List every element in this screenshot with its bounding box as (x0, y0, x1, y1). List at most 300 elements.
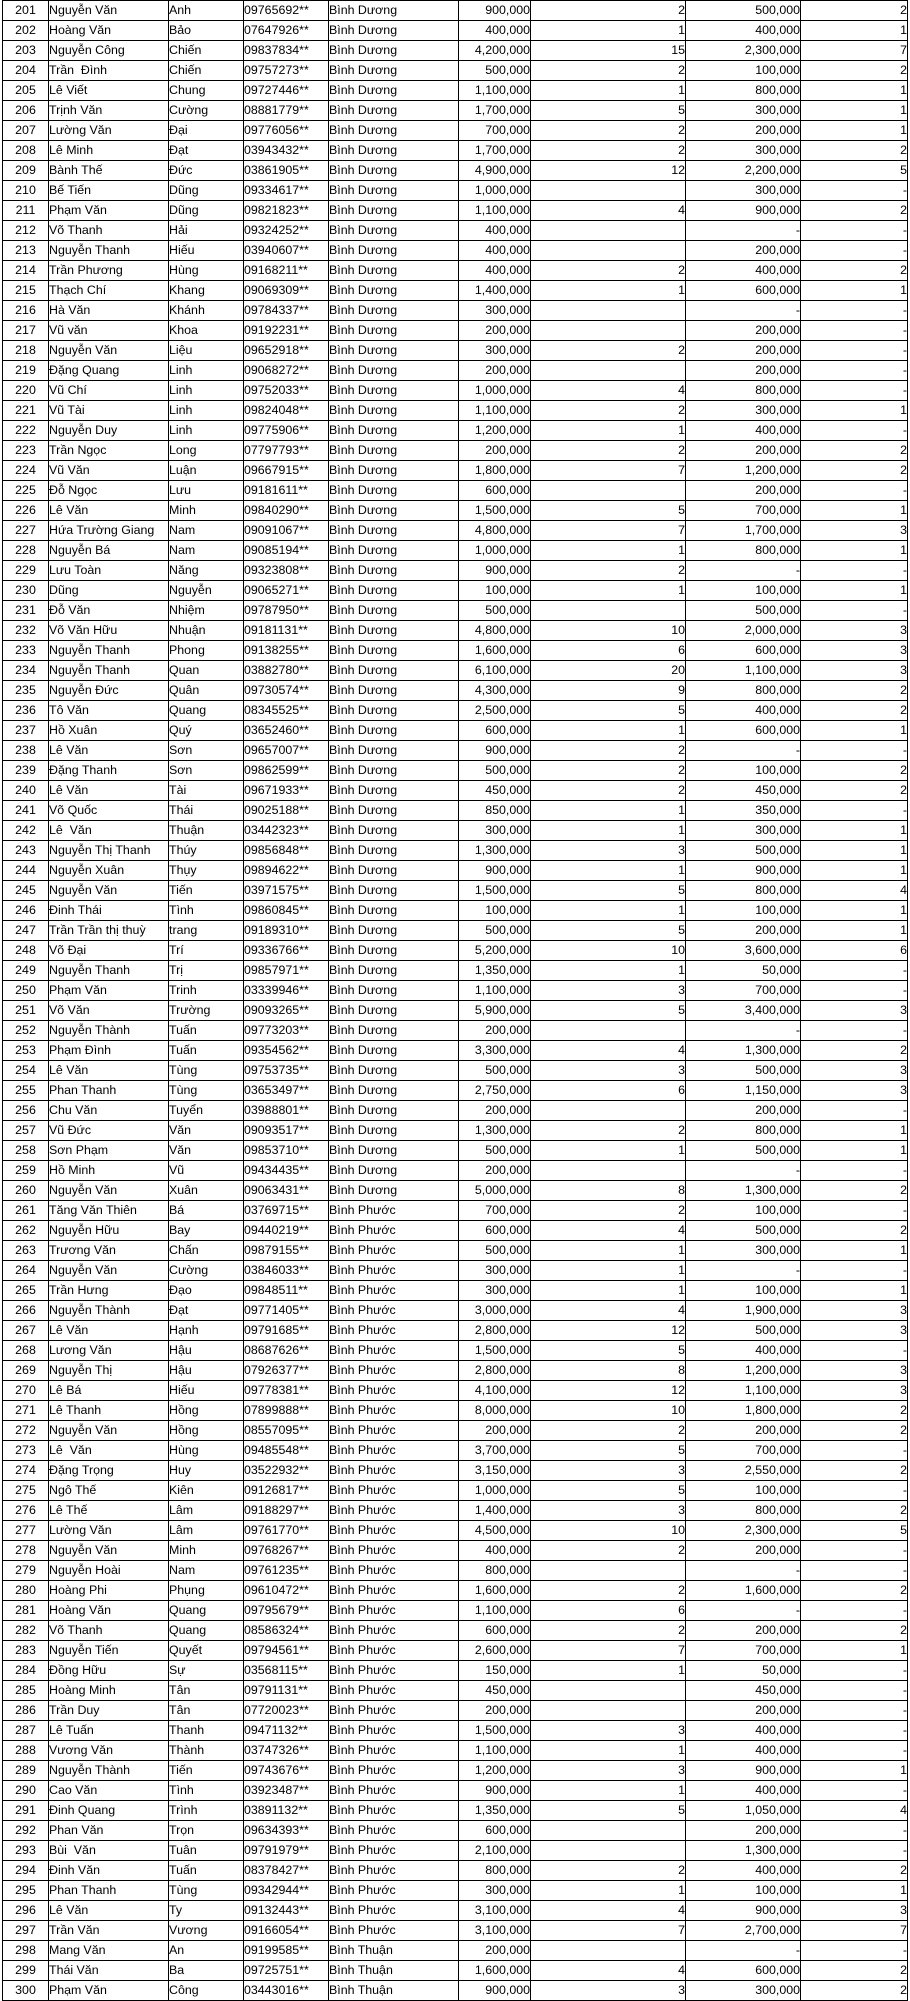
cell-amount-2[interactable]: 500,000 (686, 1, 801, 21)
cell-given-name[interactable]: Trọn (169, 1821, 244, 1841)
cell-phone[interactable]: 09181131** (244, 621, 329, 641)
cell-surname[interactable]: Ngô Thế (49, 1481, 169, 1501)
cell-given-name[interactable]: Linh (169, 361, 244, 381)
cell-surname[interactable]: Lê Văn (49, 1321, 169, 1341)
cell-given-name[interactable]: Lâm (169, 1501, 244, 1521)
cell-count-2[interactable]: - (801, 561, 908, 581)
cell-surname[interactable]: Bành Thế (49, 161, 169, 181)
cell-amount-1[interactable]: 850,000 (459, 801, 531, 821)
cell-province[interactable]: Bình Phước (329, 1681, 459, 1701)
cell-given-name[interactable]: Quân (169, 681, 244, 701)
cell-amount-2[interactable]: 1,100,000 (686, 1381, 801, 1401)
cell-row-number[interactable]: 232 (3, 621, 49, 641)
cell-count-2[interactable]: 1 (801, 81, 908, 101)
cell-amount-1[interactable]: 500,000 (459, 601, 531, 621)
cell-amount-1[interactable]: 1,100,000 (459, 201, 531, 221)
cell-surname[interactable]: Nguyễn Đức (49, 681, 169, 701)
cell-row-number[interactable]: 282 (3, 1621, 49, 1641)
cell-province[interactable]: Bình Dương (329, 821, 459, 841)
cell-province[interactable]: Bình Dương (329, 1041, 459, 1061)
cell-count-2[interactable]: 1 (801, 921, 908, 941)
cell-surname[interactable]: Đặng Trọng (49, 1461, 169, 1481)
cell-given-name[interactable]: Cường (169, 101, 244, 121)
cell-amount-2[interactable]: 600,000 (686, 641, 801, 661)
cell-count-1[interactable]: 5 (531, 1481, 686, 1501)
cell-amount-2[interactable]: 800,000 (686, 881, 801, 901)
cell-row-number[interactable]: 284 (3, 1661, 49, 1681)
cell-count-1[interactable]: 5 (531, 1801, 686, 1821)
cell-amount-1[interactable]: 300,000 (459, 341, 531, 361)
cell-phone[interactable]: 09354562** (244, 1041, 329, 1061)
cell-count-2[interactable]: 3 (801, 1301, 908, 1321)
cell-given-name[interactable]: Tuyển (169, 1101, 244, 1121)
cell-province[interactable]: Bình Dương (329, 601, 459, 621)
cell-amount-2[interactable]: - (686, 1941, 801, 1961)
cell-amount-2[interactable]: 400,000 (686, 1721, 801, 1741)
cell-phone[interactable]: 09778381** (244, 1381, 329, 1401)
cell-count-1[interactable] (531, 1681, 686, 1701)
cell-province[interactable]: Bình Dương (329, 621, 459, 641)
cell-province[interactable]: Bình Dương (329, 501, 459, 521)
cell-amount-1[interactable]: 500,000 (459, 1241, 531, 1261)
cell-amount-1[interactable]: 200,000 (459, 1101, 531, 1121)
cell-amount-2[interactable]: 500,000 (686, 1141, 801, 1161)
cell-row-number[interactable]: 271 (3, 1401, 49, 1421)
cell-amount-1[interactable]: 1,100,000 (459, 981, 531, 1001)
cell-row-number[interactable]: 259 (3, 1161, 49, 1181)
cell-amount-1[interactable]: 4,300,000 (459, 681, 531, 701)
cell-surname[interactable]: Nguyễn Văn (49, 1, 169, 21)
cell-row-number[interactable]: 226 (3, 501, 49, 521)
cell-count-2[interactable]: 3 (801, 1001, 908, 1021)
cell-amount-1[interactable]: 4,800,000 (459, 521, 531, 541)
cell-surname[interactable]: Lường Văn (49, 1521, 169, 1541)
cell-province[interactable]: Bình Dương (329, 221, 459, 241)
cell-given-name[interactable]: Thuận (169, 821, 244, 841)
cell-province[interactable]: Bình Phước (329, 1341, 459, 1361)
cell-surname[interactable]: Nguyễn Thị (49, 1361, 169, 1381)
cell-count-1[interactable]: 2 (531, 401, 686, 421)
cell-count-2[interactable]: 1 (801, 1641, 908, 1661)
cell-row-number[interactable]: 264 (3, 1261, 49, 1281)
cell-row-number[interactable]: 248 (3, 941, 49, 961)
cell-surname[interactable]: Hồ Xuân (49, 721, 169, 741)
cell-count-1[interactable] (531, 1561, 686, 1581)
cell-amount-1[interactable]: 400,000 (459, 1541, 531, 1561)
cell-amount-2[interactable]: 450,000 (686, 781, 801, 801)
cell-given-name[interactable]: Tiến (169, 881, 244, 901)
cell-count-2[interactable]: 1 (801, 841, 908, 861)
cell-amount-1[interactable]: 1,100,000 (459, 401, 531, 421)
cell-phone[interactable]: 09166054** (244, 1921, 329, 1941)
cell-surname[interactable]: Lê Văn (49, 821, 169, 841)
cell-row-number[interactable]: 294 (3, 1861, 49, 1881)
cell-count-2[interactable]: - (801, 221, 908, 241)
cell-given-name[interactable]: Long (169, 441, 244, 461)
cell-amount-1[interactable]: 600,000 (459, 1621, 531, 1641)
cell-count-1[interactable]: 2 (531, 261, 686, 281)
cell-row-number[interactable]: 222 (3, 421, 49, 441)
cell-row-number[interactable]: 236 (3, 701, 49, 721)
cell-count-2[interactable]: 1 (801, 901, 908, 921)
cell-amount-1[interactable]: 5,200,000 (459, 941, 531, 961)
cell-amount-1[interactable]: 300,000 (459, 1281, 531, 1301)
cell-phone[interactable]: 09725751** (244, 1961, 329, 1981)
cell-row-number[interactable]: 202 (3, 21, 49, 41)
cell-amount-1[interactable]: 400,000 (459, 21, 531, 41)
cell-count-2[interactable]: 2 (801, 1461, 908, 1481)
cell-amount-2[interactable]: 3,600,000 (686, 941, 801, 961)
cell-province[interactable]: Bình Phước (329, 1521, 459, 1541)
cell-given-name[interactable]: Sơn (169, 761, 244, 781)
cell-count-1[interactable]: 4 (531, 1901, 686, 1921)
cell-count-2[interactable]: 2 (801, 441, 908, 461)
cell-province[interactable]: Bình Phước (329, 1921, 459, 1941)
cell-count-2[interactable]: 1 (801, 861, 908, 881)
cell-surname[interactable]: Trần Trần thị thuỳ (49, 921, 169, 941)
cell-row-number[interactable]: 270 (3, 1381, 49, 1401)
cell-given-name[interactable]: Liệu (169, 341, 244, 361)
cell-count-2[interactable]: 3 (801, 1381, 908, 1401)
cell-given-name[interactable]: Quang (169, 1621, 244, 1641)
cell-surname[interactable]: Chu Văn (49, 1101, 169, 1121)
cell-amount-1[interactable]: 450,000 (459, 1681, 531, 1701)
cell-phone[interactable]: 09853710** (244, 1141, 329, 1161)
cell-province[interactable]: Bình Phước (329, 1301, 459, 1321)
cell-amount-2[interactable]: 700,000 (686, 981, 801, 1001)
cell-amount-2[interactable]: 100,000 (686, 1201, 801, 1221)
cell-count-1[interactable] (531, 1821, 686, 1841)
cell-given-name[interactable]: Hậu (169, 1361, 244, 1381)
cell-surname[interactable]: Trương Văn (49, 1241, 169, 1261)
cell-given-name[interactable]: Tùng (169, 1061, 244, 1081)
cell-amount-1[interactable]: 600,000 (459, 1821, 531, 1841)
cell-count-1[interactable] (531, 601, 686, 621)
cell-amount-2[interactable]: 300,000 (686, 1981, 801, 2001)
cell-amount-2[interactable]: 200,000 (686, 921, 801, 941)
cell-province[interactable]: Bình Phước (329, 1501, 459, 1521)
cell-amount-1[interactable]: 200,000 (459, 1941, 531, 1961)
cell-province[interactable]: Bình Phước (329, 1321, 459, 1341)
cell-surname[interactable]: Hứa Trường Giang (49, 521, 169, 541)
cell-province[interactable]: Bình Phước (329, 1781, 459, 1801)
cell-count-1[interactable]: 2 (531, 1, 686, 21)
cell-amount-1[interactable]: 1,300,000 (459, 1121, 531, 1141)
cell-amount-1[interactable]: 500,000 (459, 1141, 531, 1161)
cell-count-1[interactable]: 7 (531, 461, 686, 481)
cell-given-name[interactable]: Phong (169, 641, 244, 661)
cell-row-number[interactable]: 261 (3, 1201, 49, 1221)
cell-count-1[interactable]: 4 (531, 1961, 686, 1981)
cell-given-name[interactable]: Tuấn (169, 1041, 244, 1061)
cell-amount-1[interactable]: 1,300,000 (459, 841, 531, 861)
cell-phone[interactable]: 03339946** (244, 981, 329, 1001)
cell-count-2[interactable]: 2 (801, 1, 908, 21)
cell-amount-2[interactable]: - (686, 221, 801, 241)
cell-phone[interactable]: 09743676** (244, 1761, 329, 1781)
cell-count-2[interactable]: - (801, 1101, 908, 1121)
cell-given-name[interactable]: Linh (169, 381, 244, 401)
cell-count-2[interactable]: - (801, 1741, 908, 1761)
cell-amount-2[interactable]: 400,000 (686, 1861, 801, 1881)
cell-count-1[interactable]: 3 (531, 1761, 686, 1781)
cell-amount-2[interactable]: 600,000 (686, 281, 801, 301)
cell-surname[interactable]: Trần Phương (49, 261, 169, 281)
cell-given-name[interactable]: Minh (169, 501, 244, 521)
cell-province[interactable]: Bình Dương (329, 721, 459, 741)
cell-surname[interactable]: Phạm Văn (49, 201, 169, 221)
cell-row-number[interactable]: 281 (3, 1601, 49, 1621)
cell-given-name[interactable]: Tiến (169, 1761, 244, 1781)
cell-surname[interactable]: Lê Văn (49, 781, 169, 801)
cell-given-name[interactable]: Nhiệm (169, 601, 244, 621)
cell-amount-2[interactable]: 600,000 (686, 721, 801, 741)
cell-surname[interactable]: Nguyễn Văn (49, 341, 169, 361)
cell-province[interactable]: Bình Dương (329, 101, 459, 121)
cell-amount-2[interactable]: - (686, 1161, 801, 1181)
cell-province[interactable]: Bình Dương (329, 661, 459, 681)
cell-surname[interactable]: Trần Duy (49, 1701, 169, 1721)
cell-amount-2[interactable]: 1,200,000 (686, 1361, 801, 1381)
cell-phone[interactable]: 03988801** (244, 1101, 329, 1121)
cell-amount-1[interactable]: 1,400,000 (459, 1501, 531, 1521)
cell-province[interactable]: Bình Dương (329, 921, 459, 941)
cell-count-1[interactable]: 3 (531, 1981, 686, 2001)
cell-surname[interactable]: Lê Văn (49, 501, 169, 521)
cell-count-2[interactable]: - (801, 1721, 908, 1741)
cell-province[interactable]: Bình Dương (329, 901, 459, 921)
cell-province[interactable]: Bình Dương (329, 541, 459, 561)
cell-row-number[interactable]: 221 (3, 401, 49, 421)
cell-amount-1[interactable]: 400,000 (459, 261, 531, 281)
cell-row-number[interactable]: 207 (3, 121, 49, 141)
cell-surname[interactable]: Bùi Văn (49, 1841, 169, 1861)
cell-given-name[interactable]: Hồng (169, 1421, 244, 1441)
cell-row-number[interactable]: 212 (3, 221, 49, 241)
cell-given-name[interactable]: Tùng (169, 1881, 244, 1901)
cell-surname[interactable]: Nguyễn Văn (49, 1541, 169, 1561)
cell-province[interactable]: Bình Dương (329, 1141, 459, 1161)
cell-province[interactable]: Bình Dương (329, 61, 459, 81)
cell-surname[interactable]: Võ Văn (49, 1001, 169, 1021)
cell-count-2[interactable]: 5 (801, 1521, 908, 1541)
cell-surname[interactable]: Vũ Chí (49, 381, 169, 401)
cell-phone[interactable]: 09085194** (244, 541, 329, 561)
cell-count-1[interactable]: 3 (531, 1061, 686, 1081)
cell-row-number[interactable]: 285 (3, 1681, 49, 1701)
cell-row-number[interactable]: 296 (3, 1901, 49, 1921)
cell-count-2[interactable]: - (801, 481, 908, 501)
cell-count-2[interactable]: 3 (801, 661, 908, 681)
cell-province[interactable]: Bình Phước (329, 1361, 459, 1381)
cell-count-1[interactable]: 12 (531, 161, 686, 181)
cell-surname[interactable]: Hoàng Văn (49, 21, 169, 41)
cell-row-number[interactable]: 249 (3, 961, 49, 981)
cell-count-1[interactable]: 1 (531, 1241, 686, 1261)
cell-phone[interactable]: 09634393** (244, 1821, 329, 1841)
cell-count-1[interactable]: 5 (531, 1001, 686, 1021)
cell-count-1[interactable]: 2 (531, 1541, 686, 1561)
cell-amount-1[interactable]: 300,000 (459, 821, 531, 841)
cell-count-1[interactable]: 1 (531, 281, 686, 301)
cell-given-name[interactable]: Trinh (169, 981, 244, 1001)
cell-given-name[interactable]: Vương (169, 1921, 244, 1941)
cell-count-1[interactable]: 8 (531, 1181, 686, 1201)
cell-given-name[interactable]: Dũng (169, 181, 244, 201)
cell-count-2[interactable]: 2 (801, 61, 908, 81)
cell-given-name[interactable]: Lưu (169, 481, 244, 501)
cell-province[interactable]: Bình Dương (329, 781, 459, 801)
cell-province[interactable]: Bình Phước (329, 1281, 459, 1301)
cell-surname[interactable]: Lê Thế (49, 1501, 169, 1521)
cell-amount-1[interactable]: 1,500,000 (459, 501, 531, 521)
cell-phone[interactable]: 09821823** (244, 201, 329, 221)
cell-surname[interactable]: Bế Tiến (49, 181, 169, 201)
cell-surname[interactable]: Võ Văn Hữu (49, 621, 169, 641)
cell-surname[interactable]: Lê Tuấn (49, 1721, 169, 1741)
cell-count-2[interactable]: 3 (801, 521, 908, 541)
cell-amount-1[interactable]: 300,000 (459, 301, 531, 321)
cell-amount-1[interactable]: 5,000,000 (459, 1181, 531, 1201)
cell-count-1[interactable]: 1 (531, 1661, 686, 1681)
cell-phone[interactable]: 09757273** (244, 61, 329, 81)
cell-row-number[interactable]: 244 (3, 861, 49, 881)
cell-province[interactable]: Bình Dương (329, 701, 459, 721)
cell-row-number[interactable]: 300 (3, 1981, 49, 2001)
cell-phone[interactable]: 03653497** (244, 1081, 329, 1101)
cell-count-2[interactable]: 2 (801, 1401, 908, 1421)
cell-surname[interactable]: Đồng Hữu (49, 1661, 169, 1681)
cell-amount-1[interactable]: 1,400,000 (459, 281, 531, 301)
cell-province[interactable]: Bình Dương (329, 1081, 459, 1101)
cell-count-1[interactable]: 3 (531, 1501, 686, 1521)
cell-count-2[interactable]: 3 (801, 1061, 908, 1081)
cell-amount-1[interactable]: 900,000 (459, 1781, 531, 1801)
cell-amount-1[interactable]: 900,000 (459, 1, 531, 21)
cell-row-number[interactable]: 295 (3, 1881, 49, 1901)
cell-count-1[interactable]: 1 (531, 1741, 686, 1761)
cell-surname[interactable]: Lê Bá (49, 1381, 169, 1401)
cell-surname[interactable]: Hoàng Phi (49, 1581, 169, 1601)
cell-phone[interactable]: 09848511** (244, 1281, 329, 1301)
cell-amount-1[interactable]: 600,000 (459, 481, 531, 501)
cell-surname[interactable]: Lường Văn (49, 121, 169, 141)
cell-given-name[interactable]: Ty (169, 1901, 244, 1921)
cell-phone[interactable]: 03443016** (244, 1981, 329, 2001)
cell-amount-1[interactable]: 1,600,000 (459, 1961, 531, 1981)
cell-row-number[interactable]: 238 (3, 741, 49, 761)
cell-count-1[interactable]: 5 (531, 921, 686, 941)
cell-province[interactable]: Bình Dương (329, 881, 459, 901)
cell-province[interactable]: Bình Dương (329, 421, 459, 441)
cell-amount-1[interactable]: 300,000 (459, 1261, 531, 1281)
cell-count-1[interactable]: 1 (531, 861, 686, 881)
cell-amount-1[interactable]: 1,000,000 (459, 381, 531, 401)
cell-phone[interactable]: 09795679** (244, 1601, 329, 1621)
cell-count-1[interactable]: 2 (531, 1581, 686, 1601)
cell-count-2[interactable]: - (801, 301, 908, 321)
cell-given-name[interactable]: Khoa (169, 321, 244, 341)
cell-amount-1[interactable]: 2,750,000 (459, 1081, 531, 1101)
cell-row-number[interactable]: 273 (3, 1441, 49, 1461)
cell-count-2[interactable]: 1 (801, 1761, 908, 1781)
cell-amount-1[interactable]: 300,000 (459, 1881, 531, 1901)
cell-count-1[interactable]: 2 (531, 341, 686, 361)
cell-count-2[interactable]: - (801, 1441, 908, 1461)
cell-amount-1[interactable]: 1,500,000 (459, 1341, 531, 1361)
cell-count-2[interactable]: 7 (801, 41, 908, 61)
cell-phone[interactable]: 09091067** (244, 521, 329, 541)
cell-province[interactable]: Bình Dương (329, 281, 459, 301)
cell-row-number[interactable]: 266 (3, 1301, 49, 1321)
cell-row-number[interactable]: 205 (3, 81, 49, 101)
cell-given-name[interactable]: Tân (169, 1701, 244, 1721)
cell-amount-2[interactable]: 400,000 (686, 421, 801, 441)
cell-row-number[interactable]: 218 (3, 341, 49, 361)
cell-surname[interactable]: Hồ Minh (49, 1161, 169, 1181)
cell-count-2[interactable]: 2 (801, 701, 908, 721)
cell-row-number[interactable]: 265 (3, 1281, 49, 1301)
cell-amount-2[interactable]: 100,000 (686, 1481, 801, 1501)
cell-surname[interactable]: Đỗ Văn (49, 601, 169, 621)
cell-given-name[interactable]: Dũng (169, 201, 244, 221)
cell-count-1[interactable]: 7 (531, 521, 686, 541)
cell-count-2[interactable]: 3 (801, 1321, 908, 1341)
cell-surname[interactable]: Lê Văn (49, 1901, 169, 1921)
cell-count-1[interactable]: 4 (531, 381, 686, 401)
cell-phone[interactable]: 09856848** (244, 841, 329, 861)
cell-count-2[interactable]: - (801, 181, 908, 201)
cell-row-number[interactable]: 262 (3, 1221, 49, 1241)
cell-row-number[interactable]: 242 (3, 821, 49, 841)
cell-amount-2[interactable]: 2,200,000 (686, 161, 801, 181)
cell-amount-2[interactable]: 3,400,000 (686, 1001, 801, 1021)
cell-amount-1[interactable]: 500,000 (459, 1061, 531, 1081)
cell-amount-1[interactable]: 450,000 (459, 781, 531, 801)
cell-row-number[interactable]: 293 (3, 1841, 49, 1861)
cell-province[interactable]: Bình Phước (329, 1701, 459, 1721)
cell-given-name[interactable]: Nguyễn (169, 581, 244, 601)
cell-surname[interactable]: Tô Văn (49, 701, 169, 721)
cell-amount-1[interactable]: 2,600,000 (459, 1641, 531, 1661)
cell-given-name[interactable]: Khánh (169, 301, 244, 321)
cell-count-2[interactable]: - (801, 1341, 908, 1361)
cell-surname[interactable]: Đặng Thanh (49, 761, 169, 781)
cell-given-name[interactable]: Trí (169, 941, 244, 961)
cell-count-2[interactable]: 1 (801, 281, 908, 301)
cell-province[interactable]: Bình Dương (329, 1161, 459, 1181)
cell-count-2[interactable]: 2 (801, 261, 908, 281)
cell-count-1[interactable]: 2 (531, 561, 686, 581)
cell-phone[interactable]: 08378427** (244, 1861, 329, 1881)
cell-surname[interactable]: Mang Văn (49, 1941, 169, 1961)
cell-surname[interactable]: Nguyễn Thanh (49, 661, 169, 681)
cell-count-2[interactable]: 1 (801, 101, 908, 121)
cell-row-number[interactable]: 210 (3, 181, 49, 201)
cell-amount-2[interactable]: - (686, 1561, 801, 1581)
cell-given-name[interactable]: Tài (169, 781, 244, 801)
cell-count-2[interactable]: - (801, 361, 908, 381)
cell-amount-2[interactable]: 500,000 (686, 1221, 801, 1241)
cell-row-number[interactable]: 208 (3, 141, 49, 161)
cell-province[interactable]: Bình Dương (329, 841, 459, 861)
cell-province[interactable]: Bình Phước (329, 1381, 459, 1401)
cell-count-1[interactable]: 1 (531, 1261, 686, 1281)
cell-phone[interactable]: 07926377** (244, 1361, 329, 1381)
cell-amount-1[interactable]: 900,000 (459, 861, 531, 881)
cell-amount-2[interactable]: - (686, 301, 801, 321)
cell-row-number[interactable]: 237 (3, 721, 49, 741)
